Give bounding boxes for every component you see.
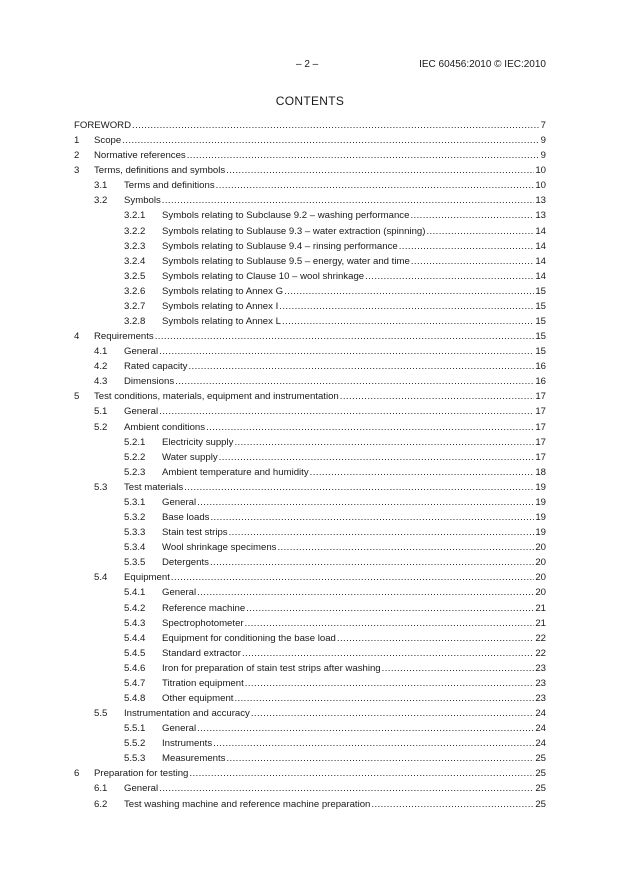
- toc-entry-line: [162, 254, 546, 269]
- toc-entry[interactable]: [74, 736, 546, 751]
- toc-entry-number: 5.2.3: [124, 466, 146, 478]
- dot-leader: [365, 269, 534, 284]
- dot-leader: [245, 676, 535, 691]
- dot-leader: [337, 631, 534, 646]
- toc-entry-number: 5.5.3: [124, 753, 146, 765]
- toc-entry-line: [162, 224, 546, 239]
- toc-entry-number: 5.2.1: [124, 436, 146, 448]
- dot-leader: [245, 616, 535, 631]
- toc-entry-title[interactable]: Instruments: [162, 738, 213, 750]
- toc-entry-number: 5.5.1: [124, 723, 146, 735]
- toc-entry-line: [162, 450, 546, 465]
- toc-entry-line: [94, 163, 546, 178]
- toc-entry-page: 17: [535, 406, 546, 418]
- toc-entry[interactable]: [74, 374, 546, 389]
- toc-entry-page: 25: [535, 783, 546, 795]
- toc-entry-page: 16: [535, 361, 546, 373]
- toc-entry-page: 24: [535, 723, 546, 735]
- toc-entry[interactable]: [74, 404, 546, 419]
- toc-entry-page: 7: [540, 120, 546, 131]
- dot-leader: [246, 601, 534, 616]
- toc-entry[interactable]: [74, 208, 546, 223]
- dot-leader: [184, 480, 534, 495]
- dot-leader: [197, 585, 534, 600]
- dot-leader: [229, 525, 535, 540]
- toc-entry-title[interactable]: Standard extractor: [162, 647, 241, 659]
- toc-entry-title[interactable]: Symbols relating to Subclause 9.2 – washing performance: [162, 210, 410, 222]
- toc-entry-page: 14: [535, 255, 546, 267]
- toc-entry-title[interactable]: Spectrophotometer: [162, 617, 244, 629]
- dot-leader: [234, 691, 534, 706]
- toc-entry[interactable]: [74, 555, 546, 570]
- toc-entry[interactable]: [74, 751, 546, 766]
- toc-entry-line: [94, 766, 546, 781]
- toc-entry-title[interactable]: Measurements: [162, 753, 226, 765]
- toc-entry-number: 5.4.5: [124, 647, 146, 659]
- dot-leader: [310, 465, 535, 480]
- toc-entry-number: 5.3.5: [124, 557, 146, 569]
- toc-entry-page: 25: [535, 753, 546, 765]
- toc-entry-page: 14: [535, 270, 546, 282]
- toc-entry[interactable]: [74, 480, 546, 495]
- toc-entry[interactable]: [74, 359, 546, 374]
- toc-entry-page: 15: [535, 285, 546, 297]
- toc-entry[interactable]: [74, 525, 546, 540]
- toc-entry-title[interactable]: Ambient conditions: [124, 421, 206, 433]
- toc-entry-page: 15: [535, 331, 546, 343]
- toc-entry-line: [162, 601, 546, 616]
- toc-entry-title[interactable]: Test conditions, materials, equipment and instrumentation: [94, 391, 339, 403]
- toc-entry-page: 10: [535, 165, 546, 177]
- dot-leader: [410, 208, 534, 223]
- toc-entry-page: 20: [535, 542, 546, 554]
- toc-entry-page: 9: [540, 150, 546, 162]
- toc-entry-page: 25: [535, 768, 546, 780]
- toc-entry-page: 22: [535, 647, 546, 659]
- toc-entry-page: 9: [540, 135, 546, 147]
- dot-leader: [159, 781, 534, 796]
- toc-entry-line: [162, 721, 546, 736]
- toc-entry-number: 3.2.5: [124, 270, 146, 282]
- toc-entry-line: [124, 374, 546, 389]
- toc-entry-line: [162, 751, 546, 766]
- toc-entry-line: [124, 344, 546, 359]
- toc-entry-number: 5.4.8: [124, 692, 146, 704]
- dot-leader: [282, 314, 534, 329]
- toc-entry-title[interactable]: Symbols: [124, 195, 161, 207]
- toc-entry-page: 20: [535, 557, 546, 569]
- toc-entry[interactable]: [74, 721, 546, 736]
- toc-entry-page: 19: [535, 512, 546, 524]
- toc-entry-line: [162, 555, 546, 570]
- toc-entry-line: [162, 540, 546, 555]
- toc-entry-line: [162, 736, 546, 751]
- toc-entry[interactable]: [74, 495, 546, 510]
- toc-entry-page: 13: [535, 210, 546, 222]
- toc-entry-title[interactable]: Terms, definitions and symbols: [94, 165, 226, 177]
- contents-title: CONTENTS: [275, 94, 345, 108]
- toc-entry-line: [162, 585, 546, 600]
- toc-entry-title[interactable]: Symbols relating to Annex G: [162, 285, 284, 297]
- toc-entry-title[interactable]: Instrumentation and accuracy: [124, 708, 250, 720]
- toc-entry-title[interactable]: Ambient temperature and humidity: [162, 466, 309, 478]
- toc-entry-page: 16: [535, 376, 546, 388]
- toc-entry-number: 5.1: [94, 406, 108, 418]
- dot-leader: [340, 389, 535, 404]
- toc-entry-page: 23: [535, 692, 546, 704]
- toc-entry-line: [124, 781, 546, 796]
- dot-leader: [242, 646, 534, 661]
- dot-leader: [159, 404, 534, 419]
- toc-entry[interactable]: [74, 299, 546, 314]
- toc-entry[interactable]: [74, 450, 546, 465]
- toc-entry-page: 21: [535, 617, 546, 629]
- toc-entry-page: 23: [535, 662, 546, 674]
- toc-entry-title[interactable]: Symbols relating to Sublause 9.3 – water extraction (spinning): [162, 225, 426, 237]
- toc-entry-number: 5.3: [94, 481, 108, 493]
- toc-entry-title[interactable]: General: [124, 406, 159, 418]
- toc-entry-number: 5.4.6: [124, 662, 146, 674]
- dot-leader: [371, 797, 534, 812]
- toc-entry-line: [162, 616, 546, 631]
- toc-entry-line: [162, 208, 546, 223]
- toc-entry-number: 3.2.2: [124, 225, 146, 237]
- dot-leader: [411, 254, 535, 269]
- toc-entry-number: 5.3.1: [124, 496, 146, 508]
- toc-entry-line: [162, 691, 546, 706]
- toc-entry-number: 5.4: [94, 572, 108, 584]
- toc-entry-line: [162, 435, 546, 450]
- toc-entry-page: 19: [535, 496, 546, 508]
- toc-entry[interactable]: [74, 570, 546, 585]
- toc-entry[interactable]: [74, 178, 546, 193]
- dot-leader: [197, 721, 534, 736]
- toc-entry-number: 2: [74, 150, 80, 162]
- toc-entry-title[interactable]: Base loads: [162, 512, 210, 524]
- toc-entry[interactable]: [74, 661, 546, 676]
- toc-entry-number: 6: [74, 768, 80, 780]
- toc-entry-title[interactable]: Equipment for conditioning the base load: [162, 632, 336, 644]
- toc-entry[interactable]: [74, 314, 546, 329]
- toc-entry-number: 5: [74, 391, 80, 403]
- toc-entry-title[interactable]: Symbols relating to Sublause 9.4 – rinsing performance: [162, 240, 398, 252]
- toc-entry-number: 3.2.4: [124, 255, 146, 267]
- dot-leader: [122, 133, 539, 148]
- toc-entry[interactable]: [74, 148, 546, 163]
- toc-entry[interactable]: [74, 601, 546, 616]
- toc-entry-number: 5.3.4: [124, 542, 146, 554]
- toc-entry-number: 5.4.3: [124, 617, 146, 629]
- toc-entry[interactable]: [74, 344, 546, 359]
- toc-entry-page: 13: [535, 195, 546, 207]
- toc-entry-page: 15: [535, 346, 546, 358]
- dot-leader: [171, 570, 534, 585]
- toc-entry-number: 5.5.2: [124, 738, 146, 750]
- toc-entry-page: 25: [535, 798, 546, 810]
- table-of-contents: [74, 118, 546, 812]
- toc-entry-title[interactable]: Scope: [94, 135, 122, 147]
- dot-leader: [132, 118, 540, 133]
- toc-entry-page: 22: [535, 632, 546, 644]
- toc-entry-title[interactable]: Dimensions: [124, 376, 175, 388]
- dot-leader: [216, 178, 535, 193]
- toc-entry-title[interactable]: Normative references: [94, 150, 186, 162]
- toc-entry[interactable]: [74, 329, 546, 344]
- toc-entry-line: [124, 570, 546, 585]
- toc-entry-title[interactable]: Symbols relating to Clause 10 – wool shrinkage: [162, 270, 365, 282]
- toc-entry-line: [162, 239, 546, 254]
- dot-leader: [277, 540, 534, 555]
- dot-leader: [234, 435, 534, 450]
- toc-entry-number: 3.2.1: [124, 210, 146, 222]
- toc-entry[interactable]: [74, 254, 546, 269]
- toc-entry-line: [162, 510, 546, 525]
- toc-entry-line: [162, 465, 546, 480]
- toc-entry-page: 19: [535, 481, 546, 493]
- toc-entry-title[interactable]: FOREWORD: [74, 120, 132, 131]
- toc-entry[interactable]: [74, 706, 546, 721]
- toc-entry[interactable]: [74, 133, 546, 148]
- toc-entry[interactable]: [74, 616, 546, 631]
- toc-entry[interactable]: [74, 540, 546, 555]
- toc-entry[interactable]: [74, 781, 546, 796]
- toc-entry-number: 3.2: [94, 195, 108, 207]
- toc-entry-line: [124, 359, 546, 374]
- dot-leader: [284, 284, 534, 299]
- toc-entry-number: 4: [74, 331, 80, 343]
- toc-entry-line: [124, 480, 546, 495]
- toc-entry-title[interactable]: General: [162, 496, 197, 508]
- toc-entry[interactable]: [74, 269, 546, 284]
- toc-entry[interactable]: [74, 465, 546, 480]
- toc-entry-line: [162, 314, 546, 329]
- toc-entry-page: 20: [535, 587, 546, 599]
- page-header: [0, 59, 620, 73]
- toc-entry-title[interactable]: Equipment: [124, 572, 170, 584]
- dot-leader: [187, 148, 540, 163]
- toc-entry[interactable]: [74, 646, 546, 661]
- toc-entry-number: 6.1: [94, 783, 108, 795]
- toc-entry-page: 15: [535, 300, 546, 312]
- toc-entry-number: 3: [74, 165, 80, 177]
- toc-entry-title[interactable]: General: [124, 783, 159, 795]
- toc-entry[interactable]: [74, 284, 546, 299]
- dot-leader: [426, 224, 534, 239]
- toc-entry-title[interactable]: Symbols relating to Annex L: [162, 316, 281, 328]
- dot-leader: [188, 359, 534, 374]
- toc-entry-line: [94, 389, 546, 404]
- toc-entry-line: [162, 631, 546, 646]
- dot-leader: [189, 766, 534, 781]
- toc-entry-title[interactable]: Water supply: [162, 451, 218, 463]
- dot-leader: [399, 239, 535, 254]
- toc-entry-number: 5.5: [94, 708, 108, 720]
- toc-entry[interactable]: [74, 766, 546, 781]
- dot-leader: [159, 344, 534, 359]
- toc-entry-title[interactable]: Reference machine: [162, 602, 246, 614]
- toc-entry-page: 21: [535, 602, 546, 614]
- toc-entry[interactable]: [74, 676, 546, 691]
- page-number: – 2 –: [296, 59, 319, 70]
- dot-leader: [219, 450, 535, 465]
- toc-entry-page: 17: [535, 436, 546, 448]
- dot-leader: [382, 661, 535, 676]
- toc-entry[interactable]: [74, 797, 546, 812]
- toc-entry-title[interactable]: Symbols relating to Sublause 9.5 – energy, water and time: [162, 255, 410, 267]
- toc-entry-title[interactable]: General: [162, 587, 197, 599]
- toc-entry-line: [124, 404, 546, 419]
- toc-entry[interactable]: [74, 193, 546, 208]
- toc-entry-title[interactable]: Titration equipment: [162, 677, 244, 689]
- toc-entry-page: 10: [535, 180, 546, 192]
- document-reference: IEC 60456:2010 © IEC:2010: [419, 59, 546, 70]
- dot-leader: [226, 163, 534, 178]
- toc-entry-line: [124, 797, 546, 812]
- dot-leader: [213, 736, 534, 751]
- toc-entry[interactable]: [74, 389, 546, 404]
- toc-entry-line: [94, 148, 546, 163]
- toc-entry-page: 17: [535, 421, 546, 433]
- toc-entry-line: [74, 118, 546, 133]
- toc-entry-page: 24: [535, 708, 546, 720]
- toc-entry-line: [162, 676, 546, 691]
- toc-entry-line: [94, 133, 546, 148]
- toc-entry-title[interactable]: Test materials: [124, 481, 184, 493]
- toc-entry-number: 5.3.2: [124, 512, 146, 524]
- toc-entry-title[interactable]: Detergents: [162, 557, 209, 569]
- toc-entry[interactable]: [74, 118, 546, 133]
- toc-entry-number: 3.2.3: [124, 240, 146, 252]
- toc-entry-page: 18: [535, 466, 546, 478]
- toc-entry-number: 3.2.7: [124, 300, 146, 312]
- dot-leader: [162, 193, 535, 208]
- toc-entry-page: 23: [535, 677, 546, 689]
- toc-entry-line: [124, 193, 546, 208]
- toc-entry-number: 5.3.3: [124, 527, 146, 539]
- toc-entry-title[interactable]: Stain test strips: [162, 527, 228, 539]
- toc-entry-number: 4.2: [94, 361, 108, 373]
- toc-entry-line: [162, 284, 546, 299]
- toc-entry-page: 17: [535, 451, 546, 463]
- toc-entry-line: [162, 661, 546, 676]
- toc-entry-title[interactable]: General: [162, 723, 197, 735]
- toc-entry-number: 5.4.2: [124, 602, 146, 614]
- toc-entry[interactable]: [74, 224, 546, 239]
- toc-entry-number: 5.4.7: [124, 677, 146, 689]
- toc-entry[interactable]: [74, 510, 546, 525]
- dot-leader: [197, 495, 534, 510]
- toc-entry[interactable]: [74, 239, 546, 254]
- dot-leader: [210, 510, 534, 525]
- toc-entry-title[interactable]: Iron for preparation of stain test strips after washing: [162, 662, 381, 674]
- toc-entry-line: [162, 269, 546, 284]
- toc-entry-page: 20: [535, 572, 546, 584]
- toc-entry-line: [162, 495, 546, 510]
- toc-entry[interactable]: [74, 585, 546, 600]
- toc-entry-page: 14: [535, 240, 546, 252]
- toc-entry-number: 4.3: [94, 376, 108, 388]
- toc-entry-number: 4.1: [94, 346, 108, 358]
- toc-entry[interactable]: [74, 435, 546, 450]
- toc-entry-title[interactable]: Symbols relating to Annex I: [162, 300, 279, 312]
- toc-entry-page: 17: [535, 391, 546, 403]
- toc-entry-title[interactable]: Rated capacity: [124, 361, 188, 373]
- dot-leader: [210, 555, 534, 570]
- toc-entry-number: 3.1: [94, 180, 108, 192]
- toc-entry-title[interactable]: Other equipment: [162, 692, 234, 704]
- toc-entry-title[interactable]: Test washing machine and reference machine preparation: [124, 798, 371, 810]
- toc-entry-number: 5.4.4: [124, 632, 146, 644]
- toc-entry-line: [162, 525, 546, 540]
- dot-leader: [155, 329, 535, 344]
- dot-leader: [226, 751, 534, 766]
- toc-entry-page: 19: [535, 527, 546, 539]
- toc-entry-title[interactable]: Electricity supply: [162, 436, 234, 448]
- toc-entry[interactable]: [74, 691, 546, 706]
- toc-entry-number: 6.2: [94, 798, 108, 810]
- dot-leader: [251, 706, 534, 721]
- toc-entry-title[interactable]: Terms and definitions: [124, 180, 215, 192]
- toc-entry-number: 3.2.8: [124, 316, 146, 328]
- toc-entry-title[interactable]: Preparation for testing: [94, 768, 189, 780]
- toc-entry-page: 15: [535, 316, 546, 328]
- toc-entry-title[interactable]: Wool shrinkage specimens: [162, 542, 277, 554]
- toc-entry-title[interactable]: Requirements: [94, 331, 154, 343]
- toc-entry-page: 14: [535, 225, 546, 237]
- toc-entry-line: [124, 178, 546, 193]
- dot-leader: [175, 374, 534, 389]
- toc-entry[interactable]: [74, 631, 546, 646]
- toc-entry-line: [162, 646, 546, 661]
- dot-leader: [206, 420, 534, 435]
- dot-leader: [279, 299, 534, 314]
- toc-entry[interactable]: [74, 420, 546, 435]
- toc-entry-number: 1: [74, 135, 80, 147]
- toc-entry[interactable]: [74, 163, 546, 178]
- toc-entry-line: [124, 706, 546, 721]
- toc-entry-number: 5.2.2: [124, 451, 146, 463]
- toc-entry-line: [94, 329, 546, 344]
- toc-entry-number: 5.2: [94, 421, 108, 433]
- toc-entry-title[interactable]: General: [124, 346, 159, 358]
- toc-entry-line: [124, 420, 546, 435]
- toc-entry-page: 24: [535, 738, 546, 750]
- toc-entry-number: 3.2.6: [124, 285, 146, 297]
- toc-entry-number: 5.4.1: [124, 587, 146, 599]
- toc-entry-line: [162, 299, 546, 314]
